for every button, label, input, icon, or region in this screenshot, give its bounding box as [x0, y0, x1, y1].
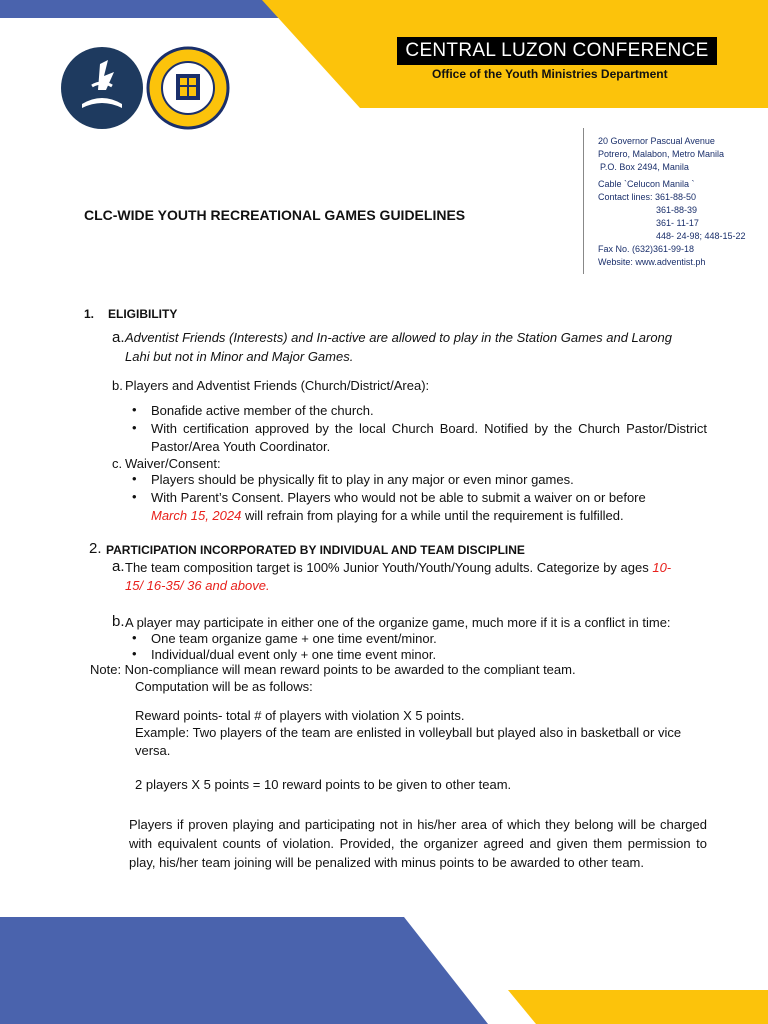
s2-a-body: The team composition target is 100% Junior Youth/Youth/Young adults. Categorize by ages [125, 560, 653, 575]
contact-line-4: 448- 24-98; 448-15-22 [656, 231, 746, 241]
contact-lines: Contact lines: 361-88-50 [598, 192, 697, 202]
s2-b-label: b. [112, 613, 125, 630]
document-title: CLC-WIDE YOUTH RECREATIONAL GAMES GUIDELINES [84, 207, 466, 223]
s1-b-label: b. [112, 378, 123, 393]
s1-b-bullet-2: With certification approved by the local Church Board. Notified by the Church Pastor/District Pastor/Area Youth Coordinator. [151, 421, 707, 454]
org-name: CENTRAL LUZON CONFERENCE [397, 37, 717, 65]
website: Website: www.adventist.ph [598, 257, 706, 267]
example-cont: versa. [135, 743, 171, 758]
violation-paragraph: Players if proven playing and participating not in his/her area of which they belong will be charged with equivalent counts of violation. Provided, the organizer agreed and given them permission to play, his/her team joining will be penalized with minus points to be awarded to other team. [129, 817, 707, 870]
header-blue-band [0, 0, 300, 18]
example: Example: Two players of the team are enlisted in volleyball but played also in basketball or vice [135, 725, 682, 740]
s2-a-text [125, 559, 671, 577]
s1-a-label: a. [112, 329, 125, 346]
s1-c-bullet-2: With Parent’s Consent. Players who would not be able to submit a waiver on or before [151, 490, 646, 505]
s1-a-text-2: Lahi but not in Minor and Major Games. [125, 349, 354, 364]
computation: Computation will be as follows: [135, 679, 313, 694]
bullet: • [132, 489, 137, 504]
age-range-2: 15/ 16-35/ 36 and above. [125, 578, 270, 593]
s1-c-label: c. [112, 456, 123, 471]
section-1-heading: ELIGIBILITY [108, 307, 178, 321]
address-line-1: 20 Governor Pascual Avenue [598, 136, 715, 146]
cable: Cable `Celucon Manila ` [598, 179, 695, 189]
s2-b-bullet-2: Individual/dual event only + one time event minor. [151, 647, 437, 662]
s1-b-bullet-1: Bonafide active member of the church. [151, 403, 374, 418]
s1-c-bullet-1: Players should be physically fit to play in any major or even minor games. [151, 472, 574, 487]
s1-c-text: Waiver/Consent: [125, 456, 221, 471]
calculation: 2 players X 5 points = 10 reward points to be given to other team. [135, 777, 512, 792]
s2-a-label: a. [112, 558, 125, 575]
youth-ministries-logo-icon [146, 46, 230, 130]
reward-points: Reward points- total # of players with violation X 5 points. [135, 708, 465, 723]
adventist-logo-icon [60, 46, 144, 130]
office-subtitle: Office of the Youth Ministries Department [432, 67, 668, 81]
s1-c-bullet-2-cont [151, 507, 624, 525]
bullet: • [132, 471, 137, 486]
note: Note: Non-compliance will mean reward points to be awarded to the compliant team. [90, 662, 576, 677]
s1-a-text: Adventist Friends (Interests) and In-active are allowed to play in the Station Games and Larong [125, 330, 673, 345]
footer-yellow-band [508, 990, 768, 1024]
s1-c-bullet-2-rest: will refrain from playing for a while until the requirement is fulfilled. [241, 508, 624, 523]
s2-b-bullet-1: One team organize game + one time event/minor. [151, 631, 437, 646]
s2-b-text: A player may participate in either one of the organize game, much more if it is a conflict in time: [125, 615, 671, 630]
s1-b-text: Players and Adventist Friends (Church/District/Area): [125, 378, 430, 393]
section-1-number: 1. [84, 307, 95, 321]
footer-decoration [0, 905, 768, 1024]
fax: Fax No. (632)361-99-18 [598, 244, 695, 254]
section-2-number: 2. [89, 540, 102, 557]
bullet: • [132, 402, 137, 417]
contact-block [583, 128, 764, 274]
contact-line-3: 361- 11-17 [656, 218, 699, 228]
bullet: • [132, 420, 137, 435]
address-line-2: Potrero, Malabon, Metro Manila [598, 149, 725, 159]
section-2-heading: PARTICIPATION INCORPORATED BY INDIVIDUAL AND TEAM DISCIPLINE [106, 543, 525, 557]
bullet: • [132, 646, 137, 661]
footer-blue-band [0, 917, 488, 1024]
deadline-date: March 15, 2024 [151, 508, 242, 523]
age-range-1: 10- [652, 560, 672, 575]
bullet: • [132, 630, 137, 645]
po-box: P.O. Box 2494, Manila [600, 162, 689, 172]
contact-line-2: 361-88-39 [656, 205, 698, 215]
